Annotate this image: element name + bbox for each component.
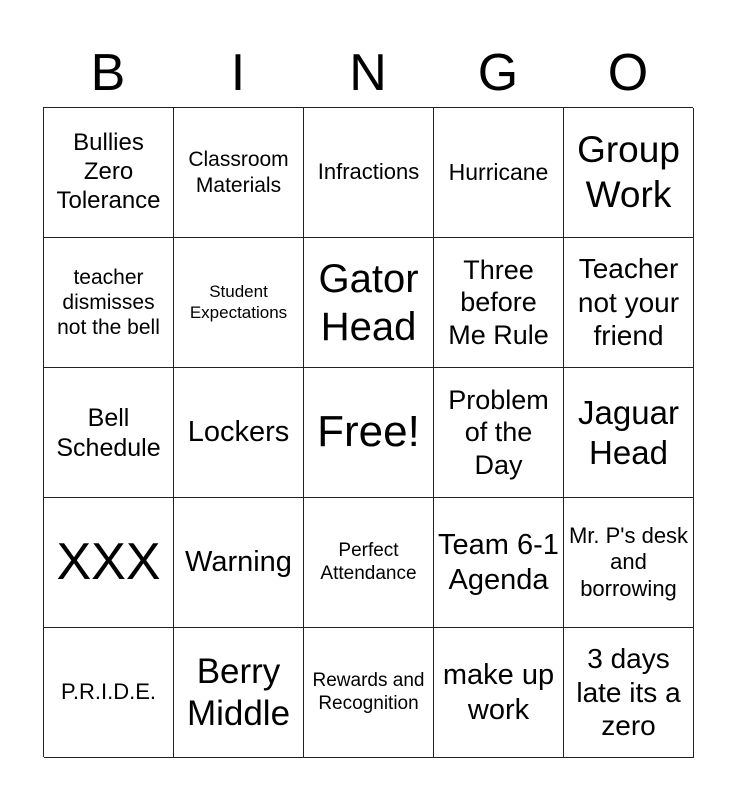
cell-text: teacher dismisses not the bell [57, 265, 160, 340]
header-letter-o: O [607, 44, 649, 102]
cell-text: Classroom Materials [188, 148, 289, 197]
header-letter-n: N [349, 44, 387, 102]
cell-text: Group Work [577, 129, 680, 215]
bingo-cell[interactable] [304, 498, 434, 628]
cell-text: Rewards and Recognition [312, 669, 425, 714]
bingo-cell[interactable] [174, 628, 304, 758]
cell-text: Three before Me Rule [448, 254, 549, 350]
bingo-cell[interactable] [174, 498, 304, 628]
bingo-cell[interactable] [564, 108, 694, 238]
bingo-header [43, 38, 693, 108]
cell-text: Hurricane [448, 158, 549, 185]
bingo-cell[interactable] [434, 368, 564, 498]
cell-text: Bell Schedule [56, 403, 161, 462]
cell-text: Infractions [317, 159, 420, 185]
free-space-cell[interactable] [304, 368, 434, 498]
cell-text: Problem of the Day [448, 384, 549, 480]
bingo-cell[interactable] [564, 368, 694, 498]
cell-text: Gator Head [318, 256, 419, 349]
bingo-cell[interactable] [44, 628, 174, 758]
cell-text: Jaguar Head [578, 393, 679, 471]
bingo-cell[interactable] [564, 628, 694, 758]
bingo-cell[interactable] [44, 108, 174, 238]
bingo-cell[interactable] [304, 108, 434, 238]
bingo-cell[interactable] [564, 498, 694, 628]
cell-text: Berry Middle [186, 651, 291, 733]
bingo-cell[interactable] [44, 368, 174, 498]
cell-text: make up work [442, 658, 555, 726]
bingo-cell[interactable] [44, 238, 174, 368]
bingo-cell[interactable] [304, 238, 434, 368]
bingo-cell[interactable] [434, 238, 564, 368]
bingo-cell[interactable] [174, 368, 304, 498]
cell-text: Perfect Attendance [320, 539, 417, 584]
cell-text: Lockers [187, 416, 290, 449]
bingo-cell[interactable] [564, 238, 694, 368]
bingo-cell[interactable] [304, 628, 434, 758]
cell-text: Bullies Zero Tolerance [56, 129, 161, 214]
cell-text: XXX [56, 533, 161, 592]
cell-text: Teacher not your friend [577, 253, 680, 352]
cell-text: Team 6-1 Agenda [438, 528, 559, 596]
cell-text: Free! [317, 407, 420, 457]
cell-text: Mr. P's desk and borrowing [568, 522, 689, 601]
bingo-cell[interactable] [434, 628, 564, 758]
bingo-cell[interactable] [174, 238, 304, 368]
cell-text: P.R.I.D.E. [61, 679, 156, 705]
cell-text: Warning [185, 546, 292, 579]
cell-text: Student Expectations [189, 282, 288, 322]
cell-text: 3 days late its a zero [576, 643, 681, 742]
bingo-cell[interactable] [174, 108, 304, 238]
bingo-grid [43, 107, 693, 757]
bingo-cell[interactable] [434, 498, 564, 628]
bingo-cell[interactable] [44, 498, 174, 628]
header-letter-i: I [230, 44, 246, 102]
bingo-cell[interactable] [434, 108, 564, 238]
header-letter-g: G [477, 44, 519, 102]
header-letter-b: B [90, 44, 126, 102]
